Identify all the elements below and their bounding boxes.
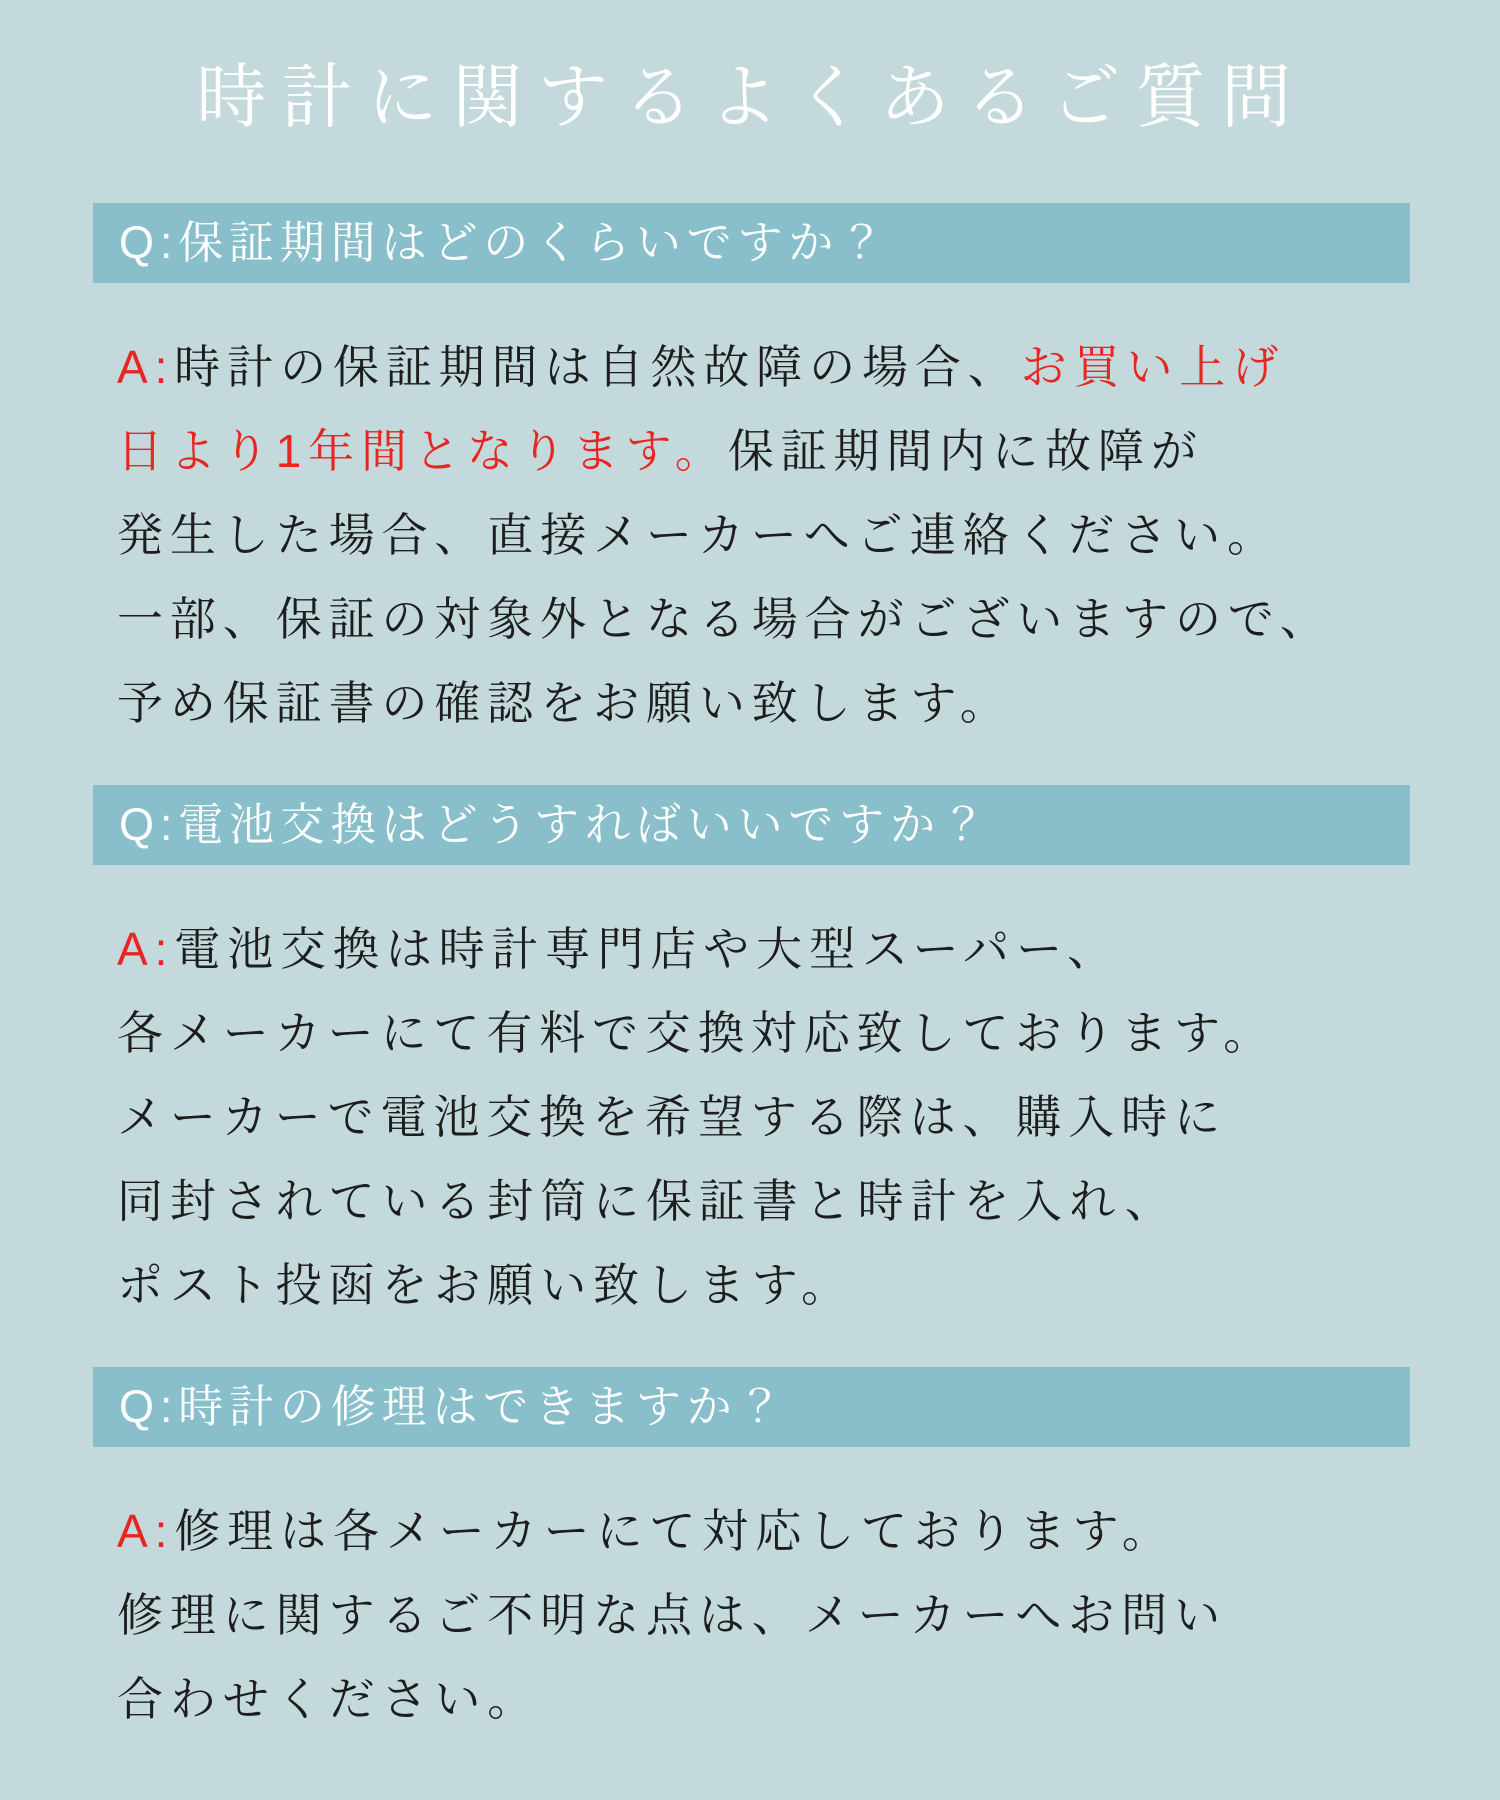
question-text: Q:時計の修理はできますか？: [119, 1381, 789, 1432]
answer-segment: 一部、保証の対象外となる場合がございますので、: [117, 593, 1333, 645]
question-bar: [93, 203, 1410, 283]
answer-segment: 修理に関するご不明な点は、メーカーへお問い: [117, 1589, 1227, 1641]
answer-line: [117, 1489, 1410, 1573]
question-bar: [93, 785, 1410, 865]
faq-item: [93, 1367, 1410, 1741]
answer-segment-red: A:: [117, 1505, 175, 1557]
answer-segment: 修理は各メーカーにて対応しております。: [174, 1505, 1175, 1557]
answer-line: [117, 577, 1410, 661]
answer-segment: 各メーカーにて有料で交換対応致しております。: [117, 1007, 1277, 1059]
faq-item: [93, 203, 1410, 745]
answer-line: [117, 493, 1410, 577]
answer-segment: 電池交換は時計専門店や大型スーパー、: [174, 923, 1121, 975]
answer-line: [117, 1159, 1410, 1243]
answer-segment: 保証期間内に故障が: [727, 425, 1204, 477]
answer-segment-red: 日より1年間となります。: [117, 425, 728, 477]
answer-segment: 合わせください。: [117, 1673, 541, 1725]
faq-list: [93, 203, 1410, 1741]
answer-block: [93, 325, 1410, 745]
answer-segment-red: A:: [117, 341, 175, 393]
page-title: 時計に関するよくあるご質問: [196, 58, 1307, 136]
answer-line: [117, 907, 1410, 991]
answer-block: [93, 1489, 1410, 1741]
question-text: Q:電池交換はどうすればいいですか？: [119, 799, 992, 850]
answer-line: [117, 1573, 1410, 1657]
answer-line: [117, 661, 1410, 745]
answer-segment: 発生した場合、直接メーカーへご連絡ください。: [117, 509, 1280, 561]
answer-segment: ポスト投函をお願い致します。: [117, 1259, 854, 1311]
answer-line: [117, 1657, 1410, 1741]
answer-line: [117, 409, 1410, 493]
answer-line: [117, 1243, 1410, 1327]
answer-segment: 時計の保証期間は自然故障の場合、: [174, 341, 1021, 393]
question-text: Q:保証期間はどのくらいですか？: [119, 217, 891, 268]
answer-line: [117, 991, 1410, 1075]
answer-segment: 予め保証書の確認をお願い致します。: [117, 677, 1013, 729]
question-bar: [93, 1367, 1410, 1447]
faq-item: [93, 785, 1410, 1327]
answer-block: [93, 907, 1410, 1327]
answer-segment: メーカーで電池交換を希望する際は、購入時に: [117, 1091, 1227, 1143]
answer-line: [117, 1075, 1410, 1159]
answer-segment-red: A:: [117, 923, 175, 975]
answer-segment: 同封されている封筒に保証書と時計を入れ、: [117, 1175, 1178, 1227]
answer-line: [117, 325, 1410, 409]
answer-segment-red: お買い上げ: [1020, 341, 1286, 393]
